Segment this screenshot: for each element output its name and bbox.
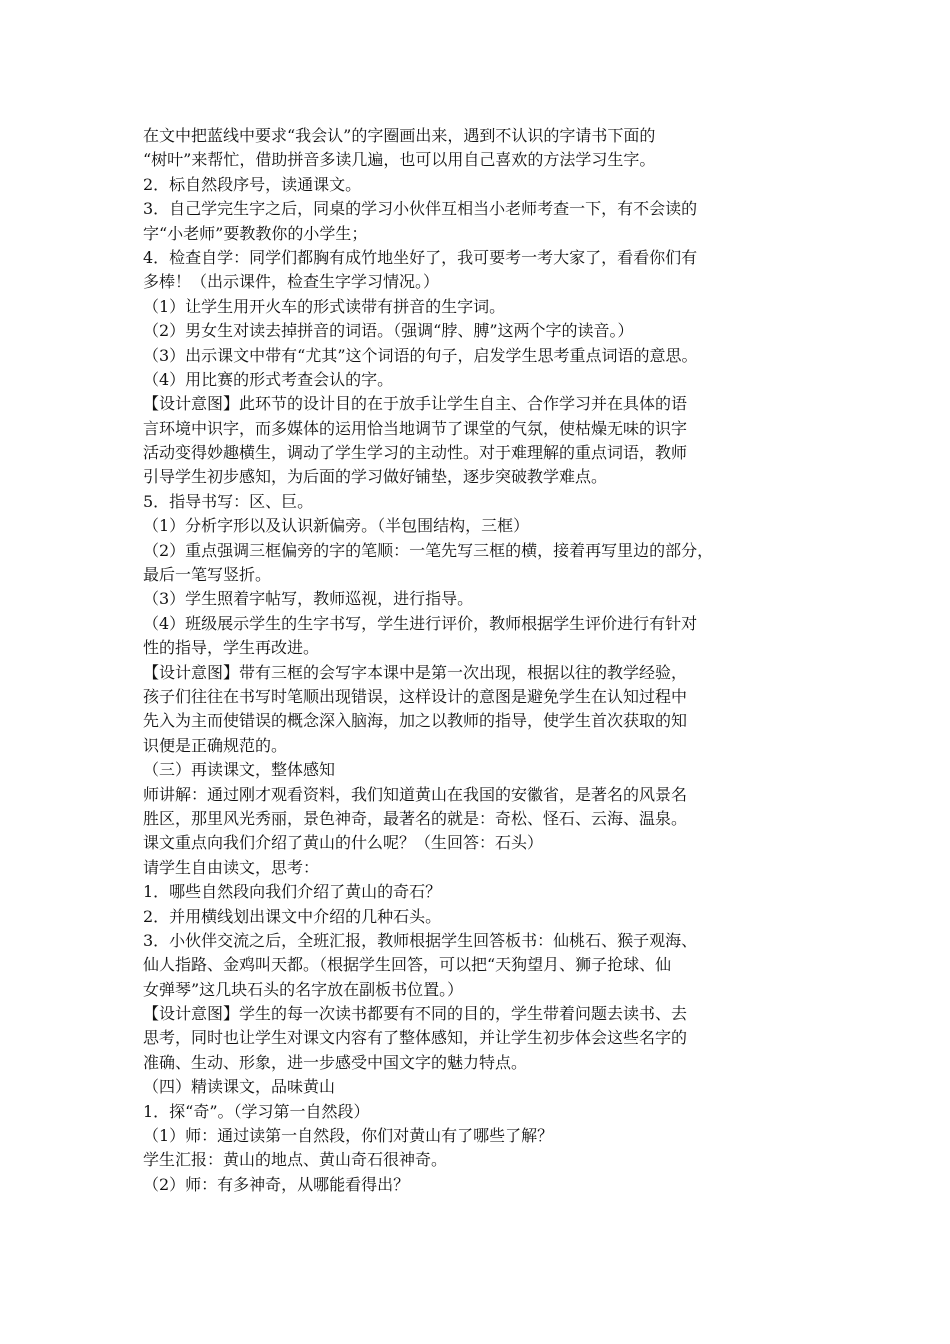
text-line: 思考，同时也让学生对课文内容有了整体感知，并让学生初步体会这些名字的 <box>143 1028 688 1048</box>
text-line: 字“小老师”要教教你的小学生； <box>143 223 368 243</box>
text-line: 2．并用横线划出课文中介绍的几种石头。 <box>143 906 442 926</box>
text-line: 性的指导，学生再改进。 <box>143 638 320 658</box>
text-line: （4）用比赛的形式考查会认的字。 <box>143 369 394 389</box>
text-line: 【设计意图】带有三框的会写字本课中是第一次出现，根据以往的教学经验， <box>143 662 688 682</box>
text-line: 先入为主而使错误的概念深入脑海，加之以教师的指导，使学生首次获取的知 <box>143 711 688 731</box>
text-line: （3）学生照着字帖写，教师巡视，进行指导。 <box>143 589 474 609</box>
text-line: （1）分析字形以及认识新偏旁。（半包围结构，三框） <box>143 516 530 536</box>
text-line: 仙人指路、金鸡叫天都。（根据学生回答，可以把“天狗望月、狮子抢球、仙 <box>143 955 672 975</box>
text-line: 1．哪些自然段向我们介绍了黄山的奇石？ <box>143 882 442 902</box>
text-line: （2）重点强调三框偏旁的字的笔顺：一笔先写三框的横，接着再写里边的部分， <box>143 540 714 560</box>
text-line: 学生汇报：黄山的地点、黄山奇石很神奇。 <box>143 1150 448 1170</box>
text-line: 5．指导书写：区、巨。 <box>143 491 314 511</box>
text-line: 【设计意图】此环节的设计目的在于放手让学生自主、合作学习并在具体的语 <box>143 394 688 414</box>
text-line: （2）男女生对读去掉拼音的词语。（强调“脖、膊”这两个字的读音。） <box>143 321 634 341</box>
text-line: （1）让学生用开火车的形式读带有拼音的生字词。 <box>143 296 506 316</box>
text-line: 师讲解：通过刚才观看资料，我们知道黄山在我国的安徽省，是著名的风景名 <box>143 784 688 804</box>
text-line: （1）师：通过读第一自然段，你们对黄山有了哪些了解？ <box>143 1126 554 1146</box>
text-line: 3．小伙伴交流之后，全班汇报，教师根据学生回答板书：仙桃石、猴子观海、 <box>143 930 698 950</box>
text-line: 言环境中识字，而多媒体的运用恰当地调节了课堂的气氛，使枯燥无味的识字 <box>143 418 688 438</box>
text-line: （3）出示课文中带有“尤其”这个词语的句子，启发学生思考重点词语的意思。 <box>143 345 698 365</box>
text-line: （三）再读课文，整体感知 <box>143 760 336 780</box>
text-line: 请学生自由读文，思考： <box>143 857 320 877</box>
text-line: 1．探“奇”。（学习第一自然段） <box>143 1101 370 1121</box>
text-line: （四）精读课文，品味黄山 <box>143 1077 336 1097</box>
text-line: 多棒！（出示课件，检查生字学习情况。） <box>143 272 440 292</box>
text-line: （2）师：有多神奇，从哪能看得出？ <box>143 1174 410 1194</box>
text-line: 活动变得妙趣横生，调动了学生学习的主动性。对于难理解的重点词语，教师 <box>143 443 688 463</box>
text-line: 胜区，那里风光秀丽，景色神奇，最著名的就是：奇松、怪石、云海、温泉。 <box>143 808 688 828</box>
text-line: 孩子们往往在书写时笔顺出现错误，这样设计的意图是避免学生在认知过程中 <box>143 686 688 706</box>
text-line: 课文重点向我们介绍了黄山的什么呢？（生回答：石头） <box>143 833 544 853</box>
text-line: 准确、生动、形象，进一步感受中国文字的魅力特点。 <box>143 1052 528 1072</box>
text-line: 女弹琴”这几块石头的名字放在副板书位置。） <box>143 979 464 999</box>
text-line: 3．自己学完生字之后，同桌的学习小伙伴互相当小老师考查一下，有不会读的 <box>143 199 698 219</box>
text-line: 4．检查自学：同学们都胸有成竹地坐好了，我可要考一考大家了，看看你们有 <box>143 247 698 267</box>
text-line: （4）班级展示学生的生字书写，学生进行评价，教师根据学生评价进行有针对 <box>143 613 698 633</box>
text-line: 在文中把蓝线中要求“我会认”的字圈画出来，遇到不认识的字请书下面的 <box>143 126 656 145</box>
text-line: 识便是正确规范的。 <box>143 735 288 755</box>
text-line: 2．标自然段序号，读通课文。 <box>143 174 362 194</box>
text-line: 【设计意图】学生的每一次读书都要有不同的目的，学生带着问题去读书、去 <box>143 1004 688 1024</box>
text-line: 引导学生初步感知，为后面的学习做好铺垫，逐步突破教学难点。 <box>143 467 608 487</box>
text-line: “树叶”来帮忙，借助拼音多读几遍，也可以用自己喜欢的方法学习生字。 <box>143 150 656 170</box>
document-body <box>143 124 813 1197</box>
text-line: 最后一笔写竖折。 <box>143 565 272 585</box>
